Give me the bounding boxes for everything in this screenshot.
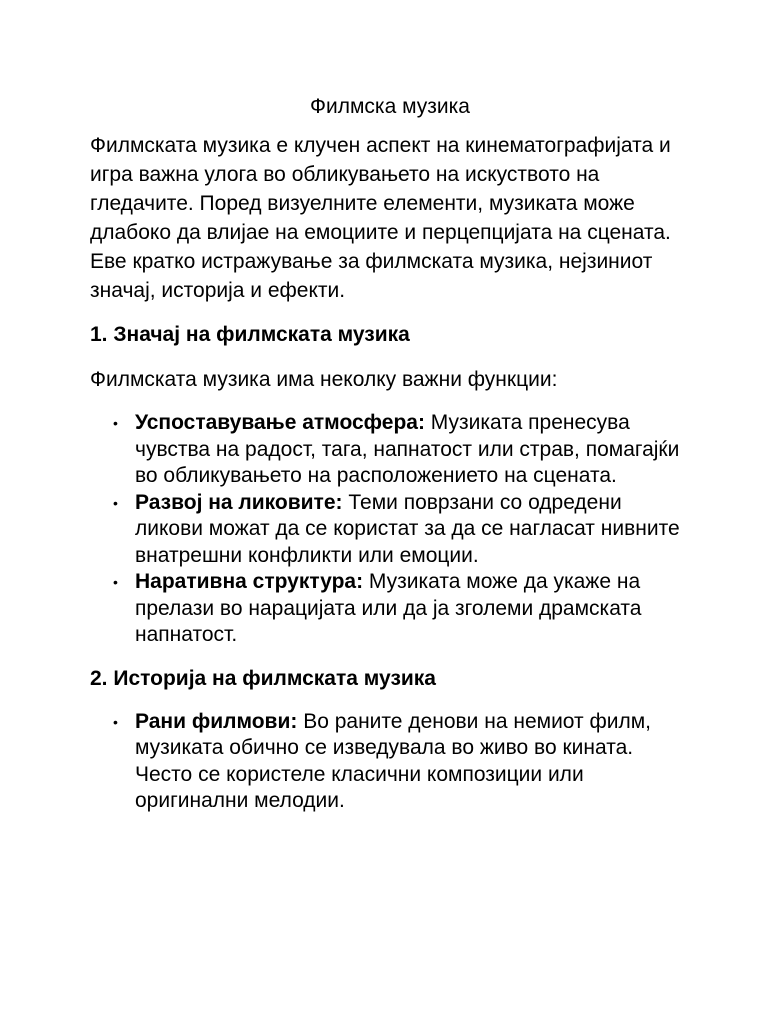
section-lead: Филмската музика има неколку важни функции: (90, 368, 558, 391)
document-title: Филмска музика (310, 95, 470, 118)
bullet-icon: • (113, 574, 118, 590)
section-heading: 2. Историја на филмската музика (90, 666, 436, 690)
bullet-icon: • (113, 415, 118, 431)
bullet-text: Музиката може да укаже на прелази во нарацијата или да ја зголеми драмската напнатост. (135, 570, 642, 646)
list-item (90, 490, 690, 570)
bullet-text: Музиката пренесува чувства на радост, тага, напнатост или страв, помагајќи во обликувањето на расположението на сцената. (135, 411, 680, 487)
bullet-icon: • (113, 713, 118, 730)
bullet-text: Во раните денови на немиот филм, музиката обично се изведувала во живо во кината. Често се користеле класични композиции или оригинални мелодии. (135, 709, 652, 812)
bullet-term: Развој на ликовите: (135, 490, 343, 514)
bullet-list (90, 709, 690, 815)
intro-paragraph: Филмската музика е клучен аспект на кинематографијата и игра важна улога во обликувањето на искуството на гледачите. Поред визуелните елементи, музиката може длабоко да влијае на емоциите и перцепцијата на сцената. Еве кратко истражување за филмската музика, нејзиниот значај, историја и ефекти. (90, 134, 671, 302)
document-page (90, 93, 690, 831)
section-heading: 1. Значај на филмската музика (90, 323, 410, 346)
list-item (90, 410, 690, 490)
list-item (90, 709, 690, 815)
bullet-text: Теми поврзани со одредени ликови можат да се користат за да се нагласат нивните внатрешни конфликти или емоции. (135, 490, 680, 567)
bullet-list (90, 410, 690, 649)
bullet-term: Наративна структура: (135, 570, 364, 593)
list-item (90, 569, 690, 649)
bullet-term: Рани филмови: (135, 709, 298, 733)
bullet-icon: • (113, 494, 118, 511)
section-history (90, 665, 690, 815)
bullet-term: Успоставување атмосфера: (135, 411, 425, 434)
section-significance (90, 321, 690, 649)
